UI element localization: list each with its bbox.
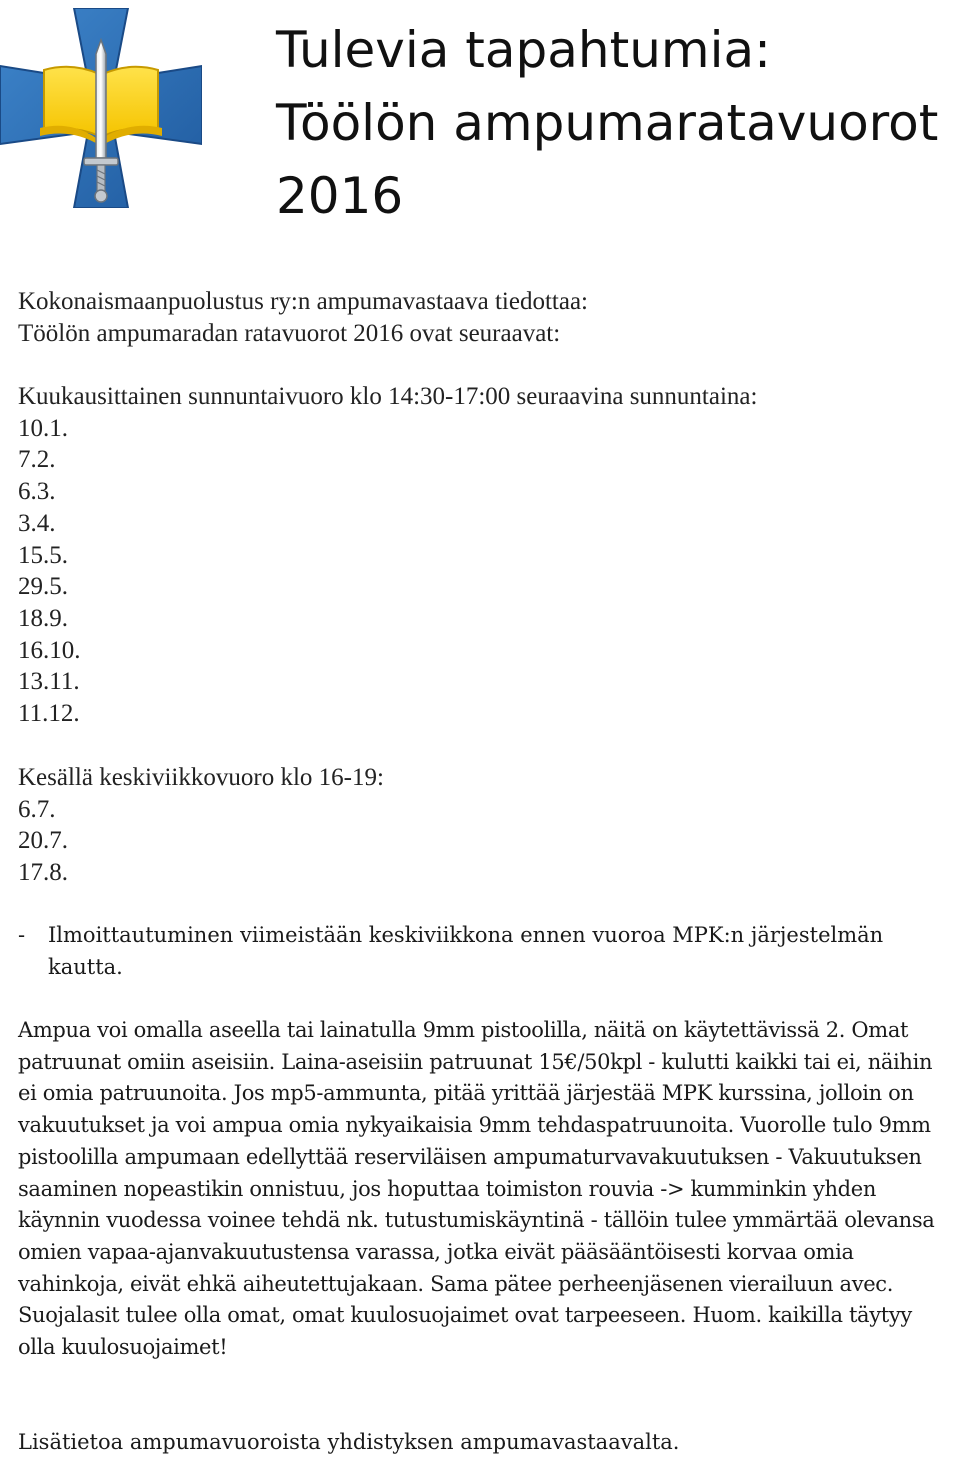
sunday-heading: Kuukausittainen sunnuntaivuoro klo 14:30-17:00 seuraavina sunnuntaina: — [18, 383, 758, 410]
registration-note-text: Ilmoittautuminen viimeistään keskiviikkona ennen vuoroa MPK:n järjestelmän kautta. — [48, 923, 884, 979]
date-item: 6.3. — [18, 478, 56, 506]
title-line-1: Tulevia tapahtumia: — [276, 21, 771, 79]
date-item: 18.9. — [18, 604, 68, 632]
info-paragraph: Ampua voi omalla aseella tai lainatulla 9mm pistoolilla, näitä on käytettävissä 2. Omat patruunat omiin aseisiin. Laina-aseisiin patruunat 15€/50kpl - kulutti kaikki tai ei, näihin ei omia patruunoita. Jos mp5-ammunta, pitää yrittää järjestää MPK kurssina, jolloin on vakuutukset ja voi ampua omia nykyaikaisia 9mm tehdaspatruunoita. Vuorolle tulo 9mm pistoolilla ampumaan edellyttää reserviläisen ampumaturvavakuutuksen - Vakuutuksen saaminen nopeastikin onnistuu, jos hoputtaa toimiston rouvia -> kumminkin yhden käynnin vuodessa voinee tehdä nk. tutustumiskäyntinä - tällöin tulee ymmärtää olevansa omien vapaa-ajanvakuutustensa varassa, jotka eivät pääsääntöisesti korvaa omia vahinkoja, eivät ehkä aiheutettujakaan. Sama pätee perheenjäsenen vierailuun avec. Suojalasit tulee olla omat, omat kuulosuojaimet ovat tarpeeseen. Huom. kaikilla täytyy olla kuulosuojaimet! — [18, 1018, 935, 1360]
intro-line: Töölön ampumaradan ratavuorot 2016 ovat seuraavat: — [18, 319, 561, 347]
date-item: 3.4. — [18, 509, 56, 537]
date-item: 16.10. — [18, 636, 81, 664]
title-line-2: Töölön ampumaratavuorot — [276, 94, 939, 152]
title-line-3: 2016 — [276, 167, 404, 225]
date-item: 13.11. — [18, 668, 80, 696]
summer-heading: Kesällä keskiviikkovuoro klo 16-19: — [18, 764, 384, 791]
date-item: 29.5. — [18, 573, 68, 601]
date-item: 6.7. — [18, 795, 56, 823]
sword-book-cross-emblem-icon — [0, 8, 202, 208]
registration-note — [18, 920, 948, 983]
date-item: 15.5. — [18, 541, 68, 569]
intro-block — [18, 286, 948, 349]
page-title — [276, 14, 956, 233]
date-item: 10.1. — [18, 414, 68, 442]
footer-text: Lisätietoa ampumavuoroista yhdistyksen ampumavastaavalta. — [18, 1430, 680, 1454]
bullet-dash: - — [18, 923, 26, 947]
date-item: 7.2. — [18, 446, 56, 474]
date-item: 11.12. — [18, 700, 80, 728]
date-item: 20.7. — [18, 827, 68, 855]
date-item: 17.8. — [18, 859, 68, 887]
summer-schedule — [18, 762, 948, 889]
sunday-schedule — [18, 381, 948, 730]
intro-line: Kokonaismaanpuolustus ry:n ampumavastaava tiedottaa: — [18, 288, 588, 315]
